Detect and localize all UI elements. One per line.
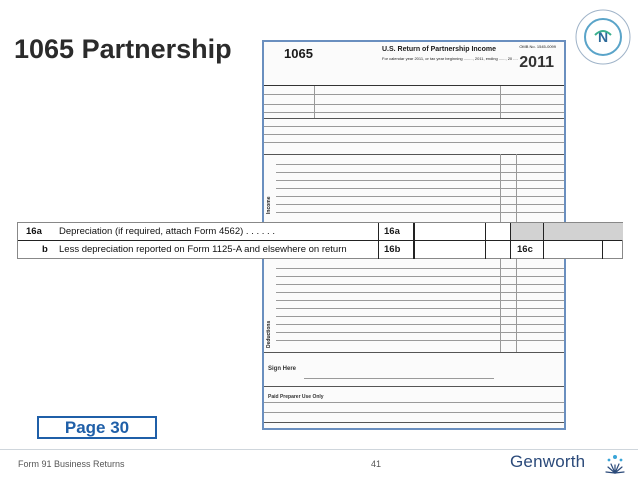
genworth-logo-text: Genworth (510, 452, 586, 471)
form-year: 2011 (519, 54, 554, 71)
paid-preparer-label: Paid Preparer Use Only (268, 394, 324, 400)
line-16a-box-label: 16a (384, 226, 400, 237)
footer-divider (0, 449, 638, 450)
line-16b-amount (414, 240, 486, 259)
genworth-sunburst-icon (603, 451, 627, 475)
form-number: 1065 (284, 46, 313, 61)
line-16c-amount (544, 223, 623, 240)
line-16a-text: Depreciation (if required, attach Form 4562) . . . . . . (59, 226, 275, 237)
zoom-callout-depreciation (17, 222, 623, 259)
line-16b-text: Less depreciation reported on Form 1125-A and elsewhere on return (59, 244, 347, 255)
line-16b-box-label: 16b (384, 244, 401, 255)
form-header-sub: For calendar year 2011, or tax year beginning ........, 2011, ending ......, 20 .... (382, 56, 518, 61)
form-header (264, 42, 564, 86)
page-reference-label: Page 30 (37, 416, 157, 439)
slide-title: 1065 Partnership (14, 34, 232, 64)
income-section-label: Income (266, 196, 272, 214)
footer-title: Form 91 Business Returns (18, 459, 125, 469)
line-16c-box-label: 16c (517, 244, 533, 255)
nafcu-badge-icon (574, 8, 632, 66)
form-omb: OMB No. 1545-0099 (519, 44, 556, 49)
line-16a-amount (414, 223, 486, 241)
sign-here-label: Sign Here (268, 366, 297, 372)
svg-text:N: N (597, 29, 609, 45)
slide-number: 41 (371, 459, 382, 469)
form-title: U.S. Return of Partnership Income (382, 46, 496, 53)
deductions-section-label: Deductions (266, 320, 272, 348)
line-16a-number: 16a (26, 226, 42, 237)
line-16c-shaded (511, 223, 543, 240)
line-16b-number: b (42, 244, 48, 255)
